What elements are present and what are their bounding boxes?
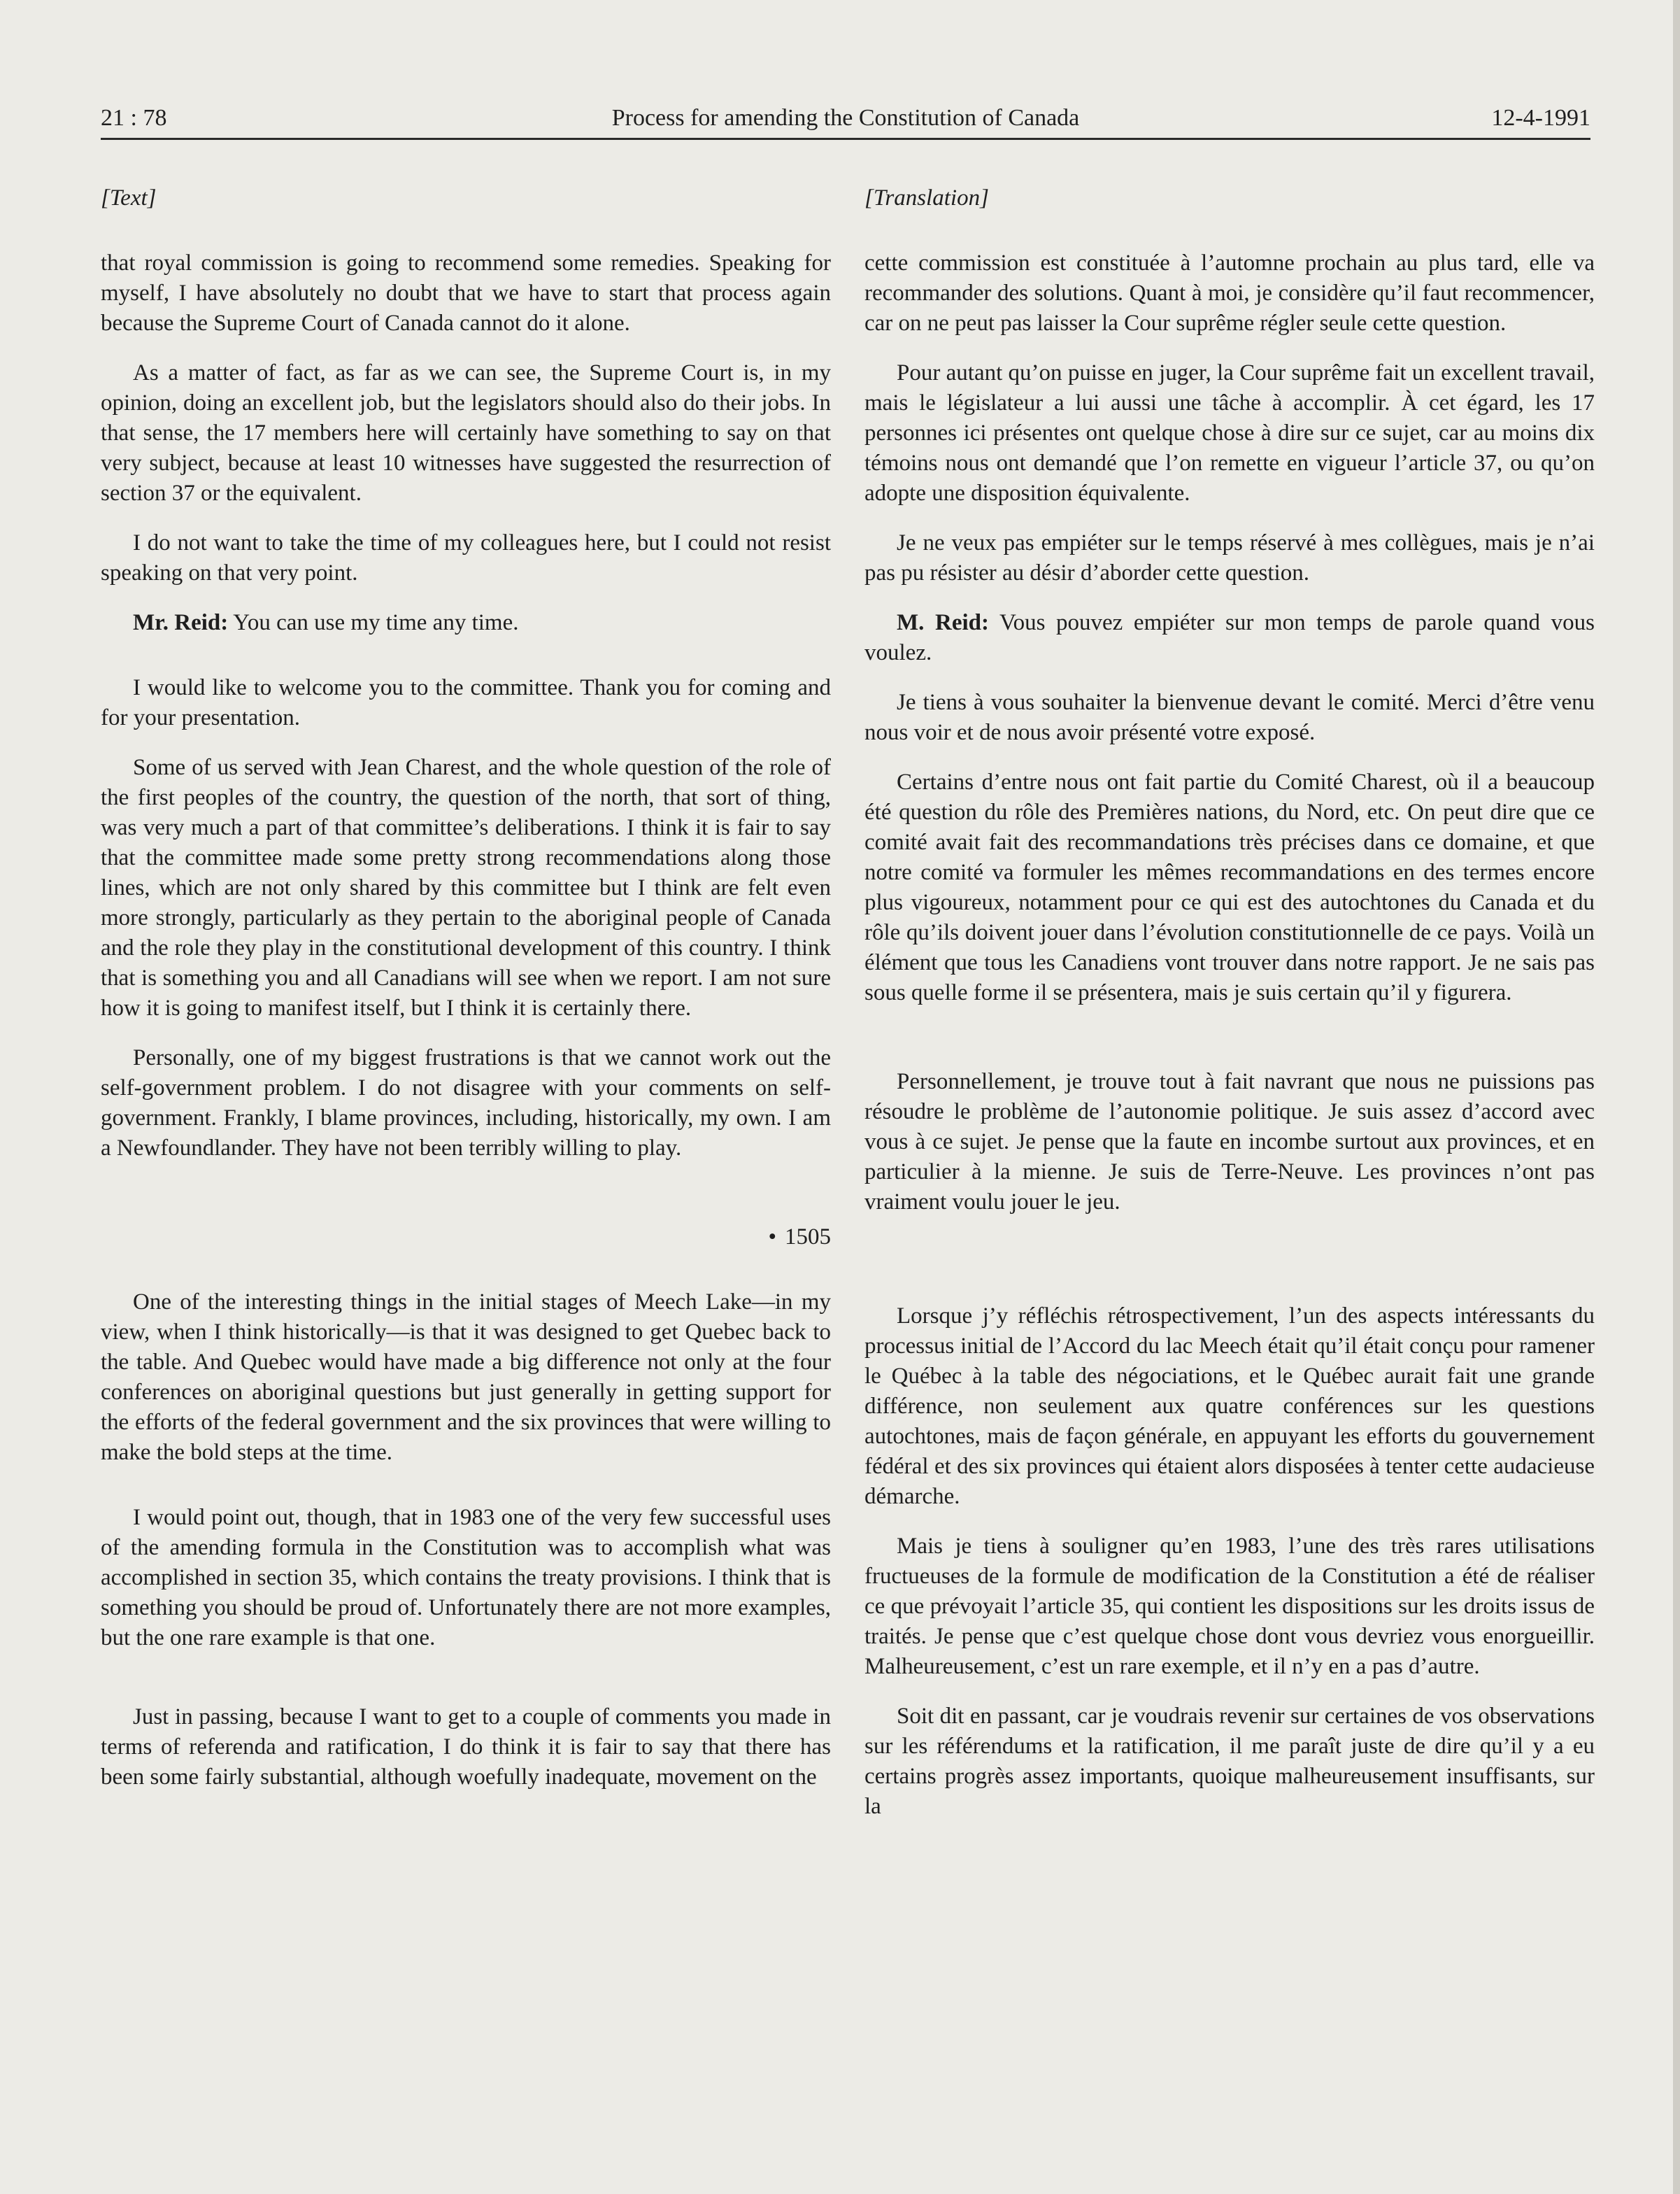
paragraph: Some of us served with Jean Charest, and the whole question of the role of the first peoples of the country, the question of the north, that sort of thing, was very much a part of that committee’s deliberations. I think it is fair to say that the committee made some pretty strong recommendations along those lines, which are not only shared by this committee but I think are felt even more strongly, particularly as they pertain to the aboriginal people of Canada and the role they play in the constitutional development of this country. I think that is something you and all Canadians will see when we report. I am not sure how it is going to manifest itself, but I think it is certainly there.	[101, 755, 831, 1021]
running-header	[101, 105, 1590, 139]
time-stamp-value: 1505	[785, 1224, 831, 1250]
bullet-icon: •	[768, 1224, 776, 1250]
speaker-text: You can use my time any time.	[233, 610, 519, 635]
time-stamp	[101, 1222, 831, 1252]
header-rule	[101, 138, 1590, 140]
paragraph: Mais je tiens à souligner qu’en 1983, l’une des très rares utilisations fructueuses de la formule de modification de la Constitution a été de réaliser ce que prévoyait l’article 35, qui contient les dispositions sur les droits issus de traités. Je pense que c’est quelque chose dont vous devriez vous enorgueillir. Malheureusement, c’est un rare exemple, et il n’y en a pas d’autre.	[864, 1534, 1595, 1679]
left-column-english	[101, 183, 831, 1792]
paragraph: cette commission est constituée à l’automne prochain au plus tard, elle va recommander des solutions. Quant à moi, je considère qu’il faut recommencer, car on ne peut pas laisser la Cour suprême régler seule cette question.	[864, 250, 1595, 336]
speaker-name: Mr. Reid:	[133, 610, 229, 635]
speaker-name: M. Reid:	[897, 610, 989, 635]
paragraph: Soit dit en passant, car je voudrais revenir sur certaines de vos observations sur les référendums et la ratification, il me paraît juste de dire qu’il y a eu certains progrès assez importants, quoique malheureusement insuffisants, sur la	[864, 1704, 1595, 1819]
paragraph: As a matter of fact, as far as we can see, the Supreme Court is, in my opinion, doing an excellent job, but the legislators should also do their jobs. In that sense, the 17 members here will certainly have something to say on that very subject, because at least 10 witnesses have suggested the resurrection of section 37 or the equivalent.	[101, 360, 831, 506]
paragraph: Je ne veux pas empiéter sur le temps réservé à mes collègues, mais je n’ai pas pu résister au désir d’aborder cette question.	[864, 530, 1595, 586]
paragraph: Je tiens à vous souhaiter la bienvenue devant le comité. Merci d’être venu nous voir et de nous avoir présenté votre exposé.	[864, 690, 1595, 745]
paragraph: Just in passing, because I want to get to a couple of comments you made in terms of referenda and ratification, I do think it is fair to say that there has been some fairly substantial, although woefully inadequate, movement on the	[101, 1704, 831, 1790]
paragraph: Pour autant qu’on puisse en juger, la Cour suprême fait un excellent travail, mais le législateur a lui aussi une tâche à accomplir. À cet égard, les 17 personnes ici présentes ont quelque chose à dire sur ce sujet, car au moins dix témoins nous ont demandé que l’on remette en vigueur l’article 37, ou qu’on adopte une disposition équivalente.	[864, 360, 1595, 506]
page-number: 21 : 78	[101, 105, 167, 131]
paragraph: One of the interesting things in the initial stages of Meech Lake—in my view, when I think historically—is that it was designed to get Quebec back to the table. And Quebec would have made a big difference not only at the four conferences on aboriginal questions but just generally in getting support for the efforts of the federal government and the six provinces that were willing to make the bold steps at the time.	[101, 1289, 831, 1465]
paragraph: Lorsque j’y réfléchis rétrospectivement, l’un des aspects intéressants du processus initial de l’Accord du lac Meech était qu’il était conçu pour ramener le Québec à la table des négociations, et le Québec aurait fait une grande différence, non seulement aux quatre conférences sur les questions autochtones, mais de façon générale, en appuyant les efforts du gouvernement fédéral et des six provinces qui étaient alors disposées à tenter cette audacieuse démarche.	[864, 1303, 1595, 1509]
paragraph: I would point out, though, that in 1983 one of the very few successful uses of the amending formula in the Constitution was to accomplish what was accomplished in section 35, which contains the treaty provisions. I think that is something you should be proud of. Unfortunately there are not more examples, but the one rare example is that one.	[101, 1505, 831, 1650]
speaker-text: Vous pouvez empiéter sur mon temps de parole quand vous voulez.	[864, 610, 1595, 665]
paragraph: Personnellement, je trouve tout à fait navrant que nous ne puissions pas résoudre le problème de l’autonomie politique. Je suis assez d’accord avec vous à ce sujet. Je pense que la faute en incombe surtout aux provinces, et en particulier à la mienne. Je suis de Terre-Neuve. Les provinces n’ont pas vraiment voulu jouer le jeu.	[864, 1069, 1595, 1215]
paragraph: I do not want to take the time of my colleagues here, but I could not resist speaking on that very point.	[101, 530, 831, 586]
paragraph: Personally, one of my biggest frustrations is that we cannot work out the self-government problem. I do not disagree with your comments on self-government. Frankly, I blame provinces, including, historically, my own. I am a Newfoundlander. They have not been terribly willing to play.	[101, 1045, 831, 1161]
paragraph: I would like to welcome you to the committee. Thank you for coming and for your presentation.	[101, 675, 831, 730]
column-label-text: [Text]	[101, 185, 157, 211]
header-date: 12-4-1991	[1491, 105, 1590, 131]
speaker-paragraph	[101, 608, 831, 638]
speaker-paragraph	[864, 608, 1595, 668]
running-title: Process for amending the Constitution of Canada	[611, 105, 1080, 131]
right-column-french	[864, 183, 1595, 1822]
column-label-translation: [Translation]	[864, 185, 989, 211]
page-edge-shadow	[1673, 0, 1680, 2194]
paragraph: that royal commission is going to recommend some remedies. Speaking for myself, I have absolutely no doubt that we have to start that process again because the Supreme Court of Canada cannot do it alone.	[101, 250, 831, 336]
paragraph: Certains d’entre nous ont fait partie du Comité Charest, où il a beaucoup été question du rôle des Premières nations, du Nord, etc. On peut dire que ce comité avait fait des recommandations très précises dans ce domaine, et que notre comité va formuler les mêmes recommandations en des termes encore plus vigoureux, notamment pour ce qui est des autochtones du Canada et du rôle qu’ils doivent jouer dans l’évolution constitutionnelle de ce pays. Voilà un élément que tous les Canadiens vont trouver dans notre rapport. Je ne sais pas sous quelle forme il se présentera, mais je suis certain qu’il y figurera.	[864, 770, 1595, 1005]
